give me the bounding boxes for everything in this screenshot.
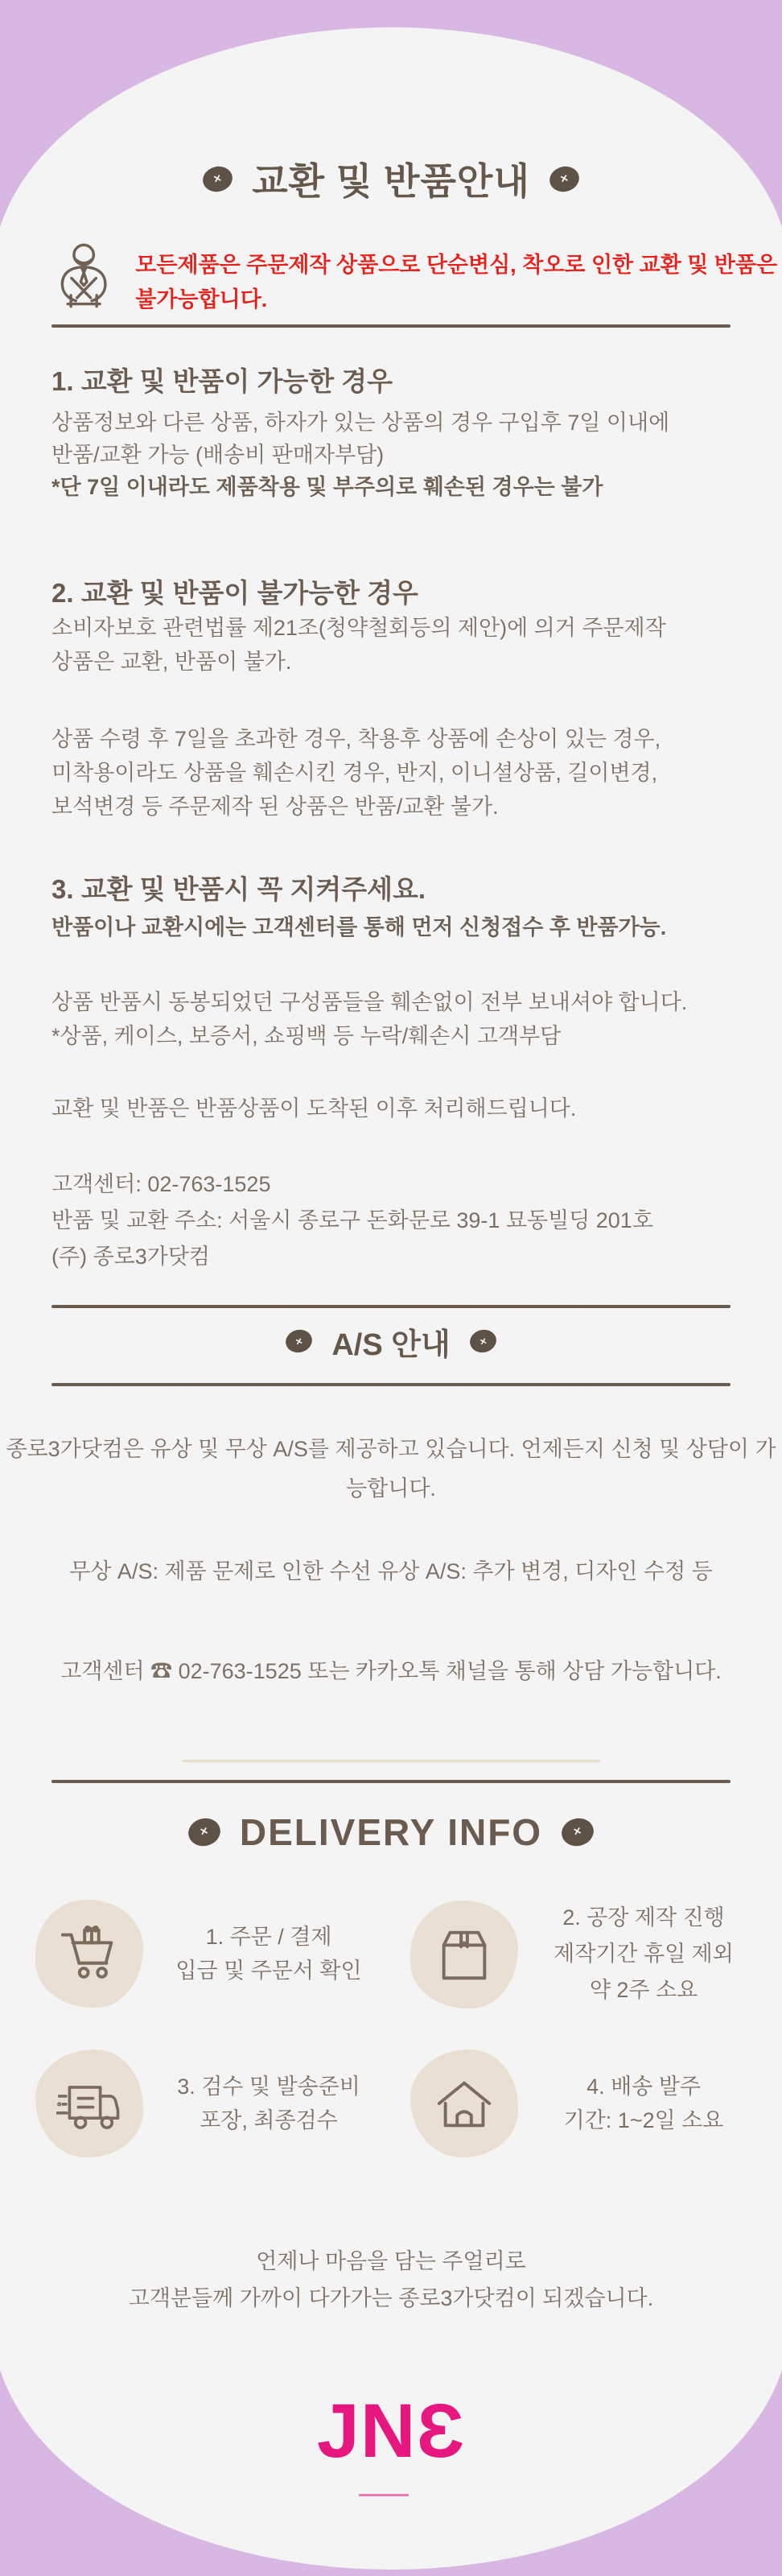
button-x-icon: × xyxy=(467,1327,499,1355)
step-blob xyxy=(410,2050,518,2157)
footer-line: 고객분들께 가까이 다가가는 종로3가닷컴이 되겠습니다. xyxy=(128,2286,654,2310)
brand-logo: JNƐ xyxy=(317,2388,465,2474)
step-blob xyxy=(35,2050,143,2157)
section3-line: *상품, 케이스, 보증서, 쇼핑백 등 누락/훼손시 고객부담 xyxy=(51,1024,562,1048)
button-x-icon: × xyxy=(547,163,582,194)
step-blob xyxy=(35,1900,143,2008)
logo-underline xyxy=(359,2494,409,2496)
step-line: 입금 및 주문서 확인 xyxy=(175,1959,362,1983)
button-x-icon: × xyxy=(200,163,235,194)
section3-note: 반품이나 교환시에는 고객센터를 통해 먼저 신청접수 후 반품가능. xyxy=(51,915,667,939)
button-x-icon: × xyxy=(283,1327,315,1355)
as-line: 유상 A/S: 추가 변경, 디자인 수정 등 xyxy=(377,1559,713,1583)
as-title-row xyxy=(0,1320,782,1362)
contact-phone: 고객센터: 02-763-1525 xyxy=(51,1172,271,1196)
section3-line: 상품 반품시 동봉되었던 구성품들을 훼손없이 전부 보내셔야 합니다. xyxy=(51,990,688,1014)
cart-icon xyxy=(58,1922,121,1985)
section2-line: 상품은 교환, 반품이 불가. xyxy=(51,650,292,674)
delivery-step-4 xyxy=(410,2050,769,2157)
delivery-title-row xyxy=(0,1808,782,1856)
divider xyxy=(51,1305,731,1308)
delivery-step-2 xyxy=(410,1900,769,2008)
as-line: 언제든지 신청 및 상담이 가능합니다. xyxy=(346,1437,776,1501)
step-text xyxy=(518,2070,769,2137)
package-icon xyxy=(433,1923,496,1986)
section2-title: 2. 교환 및 반품이 불가능한 경우 xyxy=(51,578,418,608)
delivery-title: DELIVERY INFO xyxy=(239,1811,543,1853)
step-line: 4. 배송 발주 xyxy=(586,2074,701,2099)
as-phone: 고객센터 ☎ 02-763-1525 xyxy=(60,1659,302,1683)
step-line: 포장, 최종검수 xyxy=(200,2108,338,2132)
section1-line-1: 상품정보와 다른 상품, 하자가 있는 상품의 경우 구입후 7일 이내에 xyxy=(51,411,670,435)
section1-note: *단 7일 이내라도 제품착용 및 부주의로 훼손된 경우는 불가 xyxy=(51,475,603,499)
as-kakao: 또는 카카오톡 채널을 통해 상담 가능합니다. xyxy=(307,1659,722,1683)
section2-line: 소비자보호 관련법률 제21조(청약철회등의 제안)에 의거 주문제작 xyxy=(51,616,666,640)
section-seam-line xyxy=(182,1760,600,1762)
delivery-step-3 xyxy=(35,2050,394,2157)
contact-block xyxy=(51,1166,653,1275)
exchange-title-row xyxy=(0,158,782,200)
button-x-icon: × xyxy=(559,1815,597,1850)
section2-line: 보석변경 등 주문제작 된 상품은 반품/교환 불가. xyxy=(51,795,499,819)
section2-line: 미착용이라도 상품을 훼손시킨 경우, 반지, 이니셜상품, 길이변경, xyxy=(51,761,658,785)
step-line: 제작기간 휴일 제외 xyxy=(554,1942,734,1966)
step-text xyxy=(143,1920,394,1988)
house-icon xyxy=(433,2072,496,2135)
truck-icon xyxy=(56,2074,122,2133)
as-paragraph-1 xyxy=(0,1430,782,1509)
section1-paragraph xyxy=(51,407,669,471)
warning-row xyxy=(53,235,782,319)
as-line: 종로3가닷컴은 유상 및 무상 A/S를 제공하고 있습니다. xyxy=(6,1437,516,1461)
footer-message xyxy=(0,2243,782,2317)
contact-address: 반품 및 교환 주소: 서울시 종로구 돈화문로 39-1 묘동빌딩 201호 xyxy=(51,1208,653,1232)
section1-line-2: 반품/교환 가능 (배송비 판매자부담) xyxy=(51,443,385,467)
step-line: 2. 공장 제작 진행 xyxy=(562,1905,725,1930)
divider xyxy=(51,324,731,328)
footer-line: 언제나 마음을 담는 주얼리로 xyxy=(256,2249,526,2273)
section3-paragraph-1 xyxy=(51,985,687,1053)
section2-line: 상품 수령 후 7일을 초과한 경우, 착용후 상품에 손상이 있는 경우, xyxy=(51,727,661,751)
step-line: 3. 검수 및 발송준비 xyxy=(177,2074,360,2099)
contact-company: (주) 종로3가닷컴 xyxy=(51,1245,210,1269)
warning-text xyxy=(135,248,782,317)
divider xyxy=(51,1383,731,1386)
step-line: 약 2주 소요 xyxy=(589,1978,698,2002)
page-title: 교환 및 반품안내 xyxy=(252,160,530,202)
section2-paragraph-1 xyxy=(51,611,666,679)
step-line: 기간: 1~2일 소요 xyxy=(563,2108,724,2132)
section3-title: 3. 교환 및 반품시 꼭 지켜주세요. xyxy=(51,874,426,904)
section1-title: 1. 교환 및 반품이 가능한 경우 xyxy=(51,366,393,396)
warning-line-1: 모든제품은 주문제작 상품으로 단순변심, xyxy=(135,253,517,277)
step-line: 1. 주문 / 결제 xyxy=(205,1925,332,1949)
bowing-person-icon xyxy=(53,235,114,319)
step-text xyxy=(143,2070,394,2137)
section3-paragraph-2: 교환 및 반품은 반품상품이 도착된 이후 처리해드립니다. xyxy=(51,1096,577,1121)
as-paragraph-2 xyxy=(0,1552,782,1591)
as-title: A/S 안내 xyxy=(331,1327,451,1362)
warning-line-2: 착오로 인한 교환 및 반품은 불가능합니다. xyxy=(135,253,778,312)
section2-paragraph-2 xyxy=(51,722,661,824)
as-line: 무상 A/S: 제품 문제로 인한 수선 xyxy=(69,1559,372,1583)
step-text xyxy=(518,1900,769,2008)
as-paragraph-3 xyxy=(0,1652,782,1691)
step-blob xyxy=(410,1901,518,2008)
divider xyxy=(51,1780,731,1783)
delivery-step-1 xyxy=(35,1900,394,2008)
button-x-icon: × xyxy=(185,1815,223,1850)
